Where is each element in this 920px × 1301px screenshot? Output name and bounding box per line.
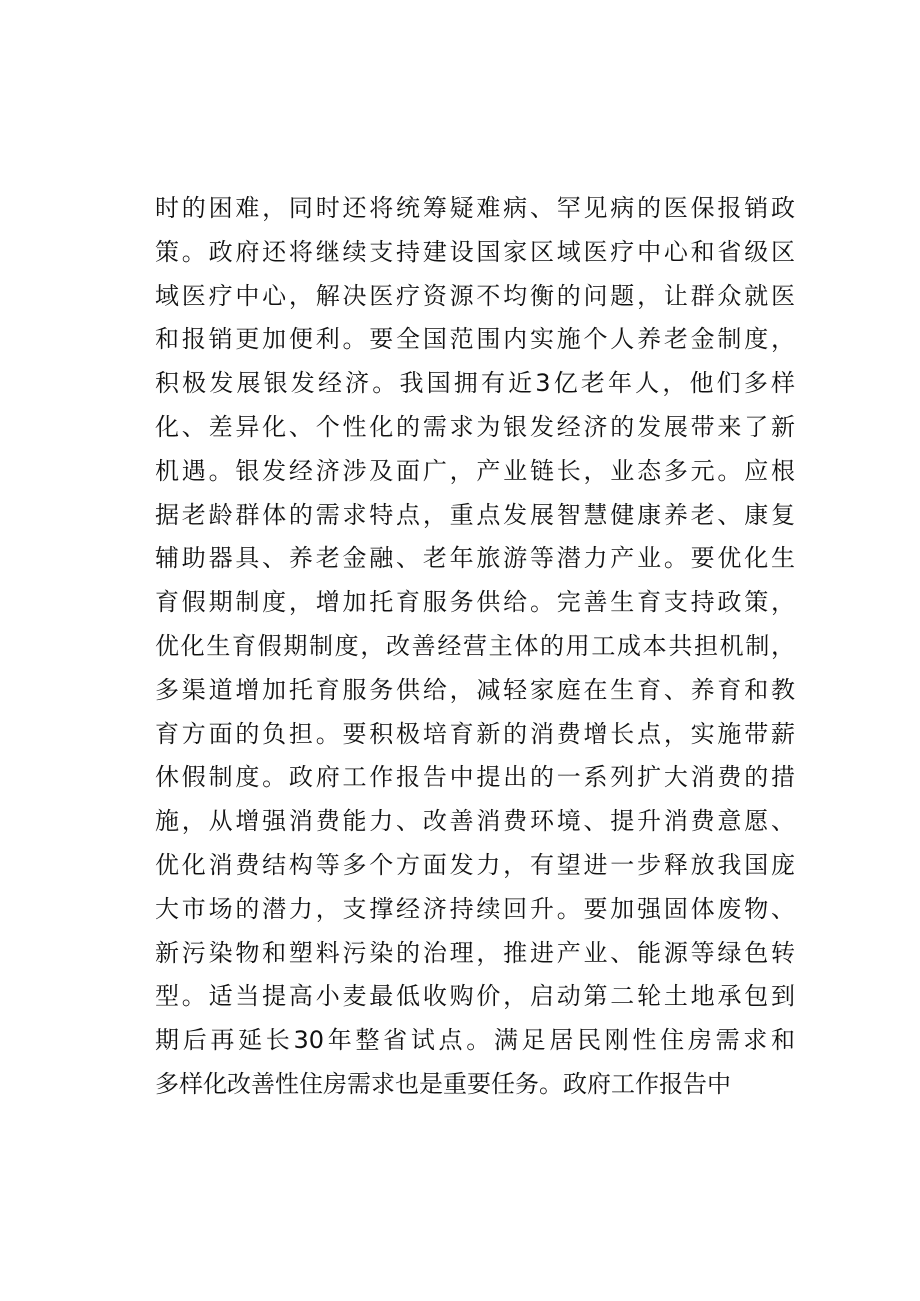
text-line: 时的困难，同时还将统筹疑难病、罕见病的医保报销政 — [155, 194, 795, 222]
text-line: 积极发展银发经济。我国拥有近3亿老年人，他们多样 — [155, 369, 795, 398]
text-line: 大市场的潜力，支撑经济持续回升。要加强固体废物、 — [155, 894, 795, 923]
text-line: 施，从增强消费能力、改善消费环境、提升消费意愿、 — [155, 807, 795, 836]
text-line: 辅助器具、养老金融、老年旅游等潜力产业。要优化生 — [155, 544, 795, 573]
text-line: 育假期制度，增加托育服务供给。完善生育支持政策， — [155, 588, 795, 617]
text-line: 新污染物和塑料污染的治理，推进产业、能源等绿色转 — [155, 938, 795, 967]
text-line: 据老龄群体的需求特点，重点发展智慧健康养老、康复 — [155, 500, 795, 529]
text-line: 优化消费结构等多个方面发力，有望进一步释放我国庞 — [155, 850, 795, 879]
text-line: 型。适当提高小麦最低收购价，启动第二轮土地承包到 — [155, 982, 795, 1011]
text-line: 多样化改善性住房需求也是重要任务。政府工作报告中 — [155, 1069, 731, 1098]
text-line: 化、差异化、个性化的需求为银发经济的发展带来了新 — [155, 412, 795, 441]
text-line: 域医疗中心，解决医疗资源不均衡的问题，让群众就医 — [155, 281, 795, 310]
text-line: 和报销更加便利。要全国范围内实施个人养老金制度， — [155, 325, 795, 354]
text-line: 休假制度。政府工作报告中提出的一系列扩大消费的措 — [155, 763, 795, 792]
text-line: 优化生育假期制度，改善经营主体的用工成本共担机制， — [155, 631, 795, 660]
text-line: 多渠道增加托育服务供给，减轻家庭在生育、养育和教 — [155, 675, 795, 704]
text-line: 期后再延长30年整省试点。满足居民刚性住房需求和 — [155, 1026, 795, 1055]
body-text — [155, 187, 795, 1107]
text-line: 育方面的负担。要积极培育新的消费增长点，实施带薪 — [155, 719, 795, 748]
text-line: 策。政府还将继续支持建设国家区域医疗中心和省级区 — [155, 237, 795, 266]
text-line: 机遇。银发经济涉及面广，产业链长，业态多元。应根 — [155, 456, 795, 485]
